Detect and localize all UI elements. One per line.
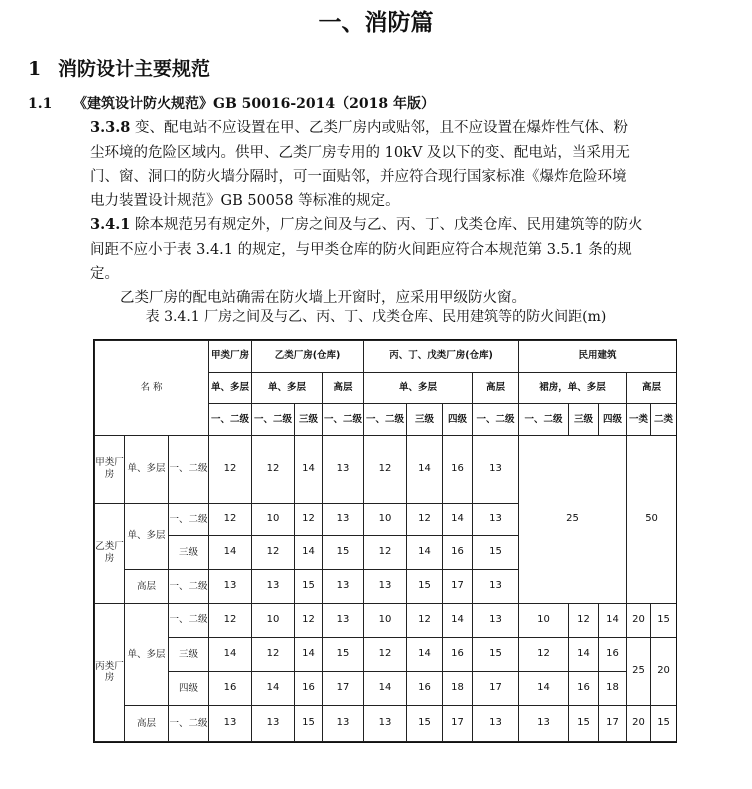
col-header-civil: 民用建筑: [519, 341, 677, 373]
section-title: 《建筑设计防火规范》GB 50016-2014（2018 年版）: [73, 96, 435, 112]
clause-3-3-8-line: 尘环境的危险区域内。供甲、乙类厂房专用的 10kV 及以下的变、配电站，当采用无: [90, 145, 630, 161]
table-cell: 12: [364, 536, 407, 570]
table-cell: 14: [569, 637, 599, 672]
table-cell: 15: [651, 603, 677, 637]
row-subcategory: 高层: [125, 570, 169, 604]
grade-header: 一、二级: [519, 404, 569, 436]
table-cell-merged: 25: [627, 637, 651, 706]
col-subheader: 单、多层: [209, 372, 252, 404]
grade-header: 三级: [295, 404, 323, 436]
section-heading-1-1: [28, 93, 435, 113]
clause-number: 3.4.1: [90, 216, 131, 233]
table-cell: 15: [295, 570, 323, 604]
table-cell: 13: [323, 706, 364, 742]
table-cell: 13: [473, 503, 519, 536]
table-cell: 18: [599, 672, 627, 706]
table-cell: 12: [252, 536, 295, 570]
grade-header: 一、二级: [209, 404, 252, 436]
row-grade: 一、二级: [169, 570, 209, 604]
grade-header: 三级: [407, 404, 443, 436]
col-subheader: 高层: [473, 372, 519, 404]
table-cell: 16: [599, 637, 627, 672]
col-subheader: 裙房，单、多层: [519, 372, 627, 404]
col-subheader: 高层: [627, 372, 677, 404]
table-cell: 14: [209, 637, 252, 672]
table-cell: 16: [295, 672, 323, 706]
row-grade: 一、二级: [169, 706, 209, 742]
clause-number: 3.3.8: [90, 119, 131, 136]
grade-header: 一、二级: [252, 404, 295, 436]
table-cell: 13: [209, 570, 252, 604]
table-row: [95, 436, 677, 504]
section-number: 1.1: [28, 96, 53, 112]
table-cell: 12: [569, 603, 599, 637]
row-grade: 一、二级: [169, 603, 209, 637]
clause-3-3-8-line: 门、窗、洞口的防火墙分隔时，可一面贴邻，并应符合现行国家标准《爆炸危险环境: [90, 169, 627, 185]
table-cell: 14: [252, 672, 295, 706]
col-header-yi: 乙类厂房(仓库): [252, 341, 364, 373]
table-cell-merged: 50: [627, 436, 677, 604]
table-cell: 15: [407, 570, 443, 604]
grade-header: 一、二级: [323, 404, 364, 436]
table-cell: 14: [599, 603, 627, 637]
row-grade: 四级: [169, 672, 209, 706]
table-cell: 12: [209, 436, 252, 504]
table-cell: 12: [407, 503, 443, 536]
table-cell: 14: [407, 436, 443, 504]
row-subcategory: 单、多层: [125, 503, 169, 569]
table-cell: 17: [473, 672, 519, 706]
row-category: 乙类厂房: [95, 503, 125, 603]
table-cell: 14: [407, 536, 443, 570]
section-heading-1: [28, 54, 210, 81]
table-cell: 15: [569, 706, 599, 742]
table-cell: 17: [599, 706, 627, 742]
row-grade: 三级: [169, 536, 209, 570]
table-cell: 16: [407, 672, 443, 706]
grade-header: 二类: [651, 404, 677, 436]
table-cell: 13: [364, 706, 407, 742]
table-cell: 12: [519, 637, 569, 672]
table-cell: 14: [209, 536, 252, 570]
clause-text: 变、配电站不应设置在甲、乙类厂房内或贴邻，且不应设置在爆炸性气体、粉: [134, 120, 628, 136]
table-cell: 13: [473, 436, 519, 504]
col-subheader: 单、多层: [252, 372, 323, 404]
table-cell: 10: [519, 603, 569, 637]
clause-3-4-1-line: 间距不应小于表 3.4.1 的规定，与甲类仓库的防火间距应符合本规范第 3.5.1 条的规: [90, 242, 632, 258]
section-number: 1: [28, 58, 42, 80]
table-cell: 15: [407, 706, 443, 742]
table-cell: 12: [364, 436, 407, 504]
clause-3-4-1-line: 定。: [90, 266, 119, 282]
table-cell: 14: [364, 672, 407, 706]
table-cell: 15: [473, 637, 519, 672]
table-cell: 13: [252, 706, 295, 742]
table-cell: 12: [252, 436, 295, 504]
note-paragraph: 乙类厂房的配电站确需在防火墙上开窗时，应采用甲级防火窗。: [120, 290, 526, 306]
table-cell: 15: [473, 536, 519, 570]
table-cell: 13: [323, 570, 364, 604]
table-cell: 10: [252, 603, 295, 637]
table-cell: 17: [323, 672, 364, 706]
grade-header: 四级: [599, 404, 627, 436]
table-cell: 16: [443, 637, 473, 672]
table-cell: 15: [295, 706, 323, 742]
fire-distance-table: [94, 340, 677, 742]
table-cell: 12: [364, 637, 407, 672]
clause-3-3-8-line: [90, 116, 628, 137]
grade-header: 四级: [443, 404, 473, 436]
clause-3-3-8-line: 电力装置设计规范》GB 50058 等标准的规定。: [90, 193, 400, 209]
row-grade: 三级: [169, 637, 209, 672]
table-cell: 15: [323, 536, 364, 570]
row-category: 甲类厂房: [95, 436, 125, 504]
table-cell: 12: [295, 603, 323, 637]
grade-header: 一、二级: [364, 404, 407, 436]
row-subcategory: 单、多层: [125, 436, 169, 504]
table-cell: 12: [252, 637, 295, 672]
table-cell: 14: [295, 436, 323, 504]
clause-text: 除本规范另有规定外，厂房之间及与乙、丙、丁、戊类仓库、民用建筑等的防火: [134, 217, 643, 233]
table-row: [95, 706, 677, 742]
table-cell: 16: [569, 672, 599, 706]
table-cell: 20: [627, 706, 651, 742]
row-grade: 一、二级: [169, 503, 209, 536]
page-title: 一、消防篇: [318, 9, 434, 36]
table-cell: 13: [323, 436, 364, 504]
col-subheader: 高层: [323, 372, 364, 404]
col-header-jia: 甲类厂房: [209, 341, 252, 373]
col-subheader: 单、多层: [364, 372, 473, 404]
row-subcategory: 高层: [125, 706, 169, 742]
col-header-bing: 丙、丁、戊类厂房(仓库): [364, 341, 519, 373]
table-cell: 16: [443, 536, 473, 570]
table-caption: 表 3.4.1 厂房之间及与乙、丙、丁、戊类仓库、民用建筑等的防火间距(m): [145, 309, 607, 325]
table-cell: 13: [323, 603, 364, 637]
table-cell: 14: [443, 503, 473, 536]
table-cell: 14: [519, 672, 569, 706]
table-cell: 13: [519, 706, 569, 742]
table-cell: 17: [443, 706, 473, 742]
table-cell: 12: [209, 503, 252, 536]
table-cell: 12: [407, 603, 443, 637]
table-cell-merged: 20: [651, 637, 677, 706]
table-cell: 14: [295, 637, 323, 672]
table-cell: 14: [407, 637, 443, 672]
table-cell-merged: 25: [519, 436, 627, 604]
grade-header: 一、二级: [473, 404, 519, 436]
table-cell: 13: [473, 706, 519, 742]
table-cell: 10: [364, 503, 407, 536]
row-category: 丙类厂房: [95, 603, 125, 741]
table-cell: 10: [252, 503, 295, 536]
table-cell: 14: [443, 603, 473, 637]
row-grade: 一、二级: [169, 436, 209, 504]
table-cell: 14: [295, 536, 323, 570]
grade-header: 三级: [569, 404, 599, 436]
table-cell: 20: [627, 603, 651, 637]
table-cell: 16: [209, 672, 252, 706]
table-row: [95, 637, 677, 672]
section-title: 消防设计主要规范: [58, 58, 211, 80]
table-cell: 17: [443, 570, 473, 604]
table-cell: 10: [364, 603, 407, 637]
table-cell: 13: [473, 570, 519, 604]
table-cell: 13: [252, 570, 295, 604]
table-cell: 15: [323, 637, 364, 672]
table-cell: 15: [651, 706, 677, 742]
table-cell: 18: [443, 672, 473, 706]
table-row: [95, 672, 677, 706]
clause-3-4-1-line: [90, 213, 642, 234]
row-subcategory: 单、多层: [125, 603, 169, 705]
table-cell: 13: [209, 706, 252, 742]
table-cell: 13: [473, 603, 519, 637]
table-cell: 13: [364, 570, 407, 604]
grade-header: 一类: [627, 404, 651, 436]
table-cell: 16: [443, 436, 473, 504]
table-cell: 12: [209, 603, 252, 637]
table-row: [95, 603, 677, 637]
table-cell: 12: [295, 503, 323, 536]
table-cell: 13: [323, 503, 364, 536]
name-header: 名 称: [95, 341, 209, 436]
